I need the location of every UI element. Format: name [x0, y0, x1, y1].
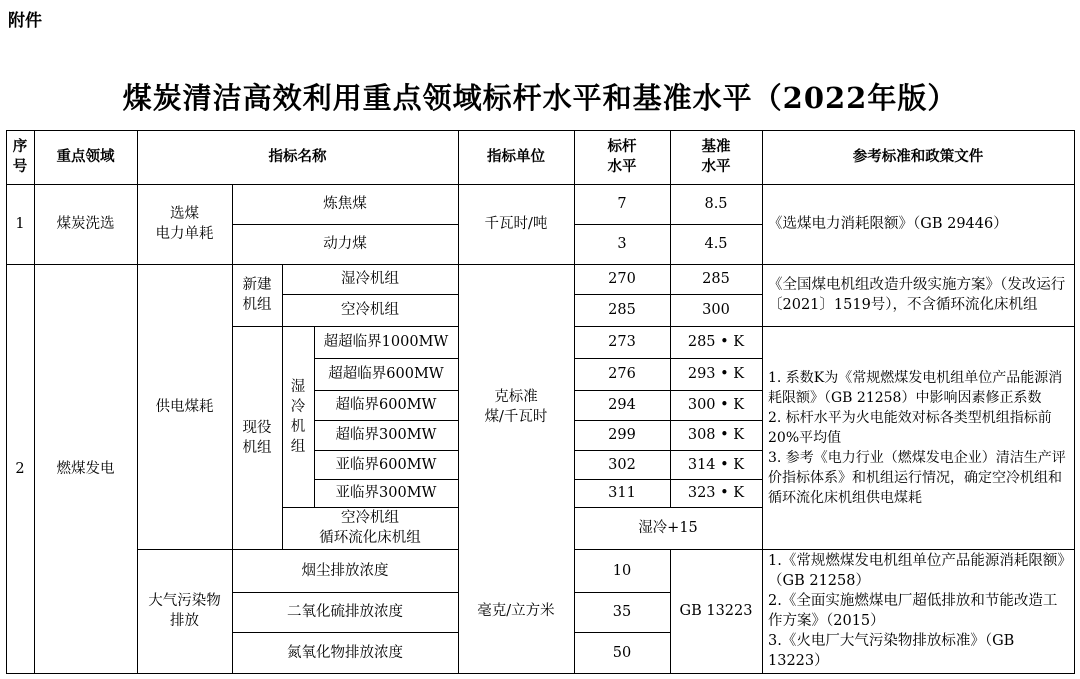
table-row-name: 湿冷机组 — [341, 271, 399, 287]
grid-hline — [232, 592, 459, 593]
grid-hline — [282, 294, 459, 295]
section2-seq: 2 — [15, 460, 25, 477]
table-row-benchmark: 311 — [608, 485, 636, 501]
table-row-baseline: 4.5 — [704, 236, 728, 252]
header-baseline: 基准 水平 — [701, 138, 731, 175]
section1-unit: 千瓦时/吨 — [484, 216, 548, 232]
supply-reference-existing: 1. 系数K为《常规燃煤发电机组单位产品能源消耗限额》（GB 21258）中影响因素修正系数 2. 标杆水平为火电能效对标各类型机组指标前20%平均值 3. 参考《电力行业（燃煤发电企业）清洁生产评价指标体系》和机组运行情况，确定空冷机组和循环流化床机组供电煤耗 — [768, 369, 1066, 506]
grid-hline — [574, 450, 763, 451]
table-row-benchmark: 285 — [608, 302, 636, 318]
header-domain: 重点领域 — [56, 148, 115, 165]
section1-seq: 1 — [15, 216, 25, 232]
emissions-reference: 1.《常规燃煤发电机组单位产品能源消耗限额》（GB 21258） 2.《全面实施燃煤电厂超低排放和节能改造工作方案》（2015） 3.《火电厂大气污染物排放标准》（GB 13223） — [768, 553, 1065, 669]
grid-hline — [574, 592, 671, 593]
header-reference: 参考标准和政策文件 — [852, 148, 984, 165]
table-row-benchmark: 35 — [612, 604, 632, 620]
grid-hline — [232, 326, 459, 327]
table-row-benchmark: 270 — [608, 271, 636, 287]
table-row-name: 亚临界300MW — [335, 485, 437, 501]
grid-hline — [314, 390, 459, 391]
table-row-baseline: 285 • K — [687, 334, 745, 350]
section1-group: 选煤 电力单耗 — [155, 206, 214, 242]
grid-hline — [314, 420, 459, 421]
table-row-baseline: 308 • K — [687, 427, 745, 443]
header-seq: 序 号 — [12, 138, 28, 175]
table-row-benchmark: 276 — [608, 366, 636, 382]
section2-domain: 燃煤发电 — [56, 460, 115, 477]
table-row-benchmark: 10 — [612, 562, 632, 579]
table-row-baseline: 300 • K — [687, 397, 745, 413]
table-row-name: 氮氧化物排放浓度 — [287, 644, 403, 661]
table-row-benchmark: 3 — [617, 236, 627, 252]
grid-hline — [232, 224, 459, 225]
table-row-benchmark: 273 — [608, 334, 636, 350]
table-row-name: 亚临界600MW — [335, 456, 437, 473]
new-units-label: 新建 机组 — [242, 277, 272, 313]
grid-hline — [6, 130, 1075, 131]
grid-vline — [670, 549, 671, 674]
header-benchmark: 标杆 水平 — [607, 138, 637, 175]
grid-hline — [574, 420, 763, 421]
grid-hline — [314, 358, 459, 359]
grid-vline — [34, 130, 35, 674]
table-row-benchmark: 302 — [608, 456, 636, 473]
grid-vline — [137, 130, 138, 674]
attachment-label: 附件 — [8, 11, 42, 31]
grid-hline — [137, 549, 459, 550]
emissions-group: 大气污染物 排放 — [148, 593, 221, 629]
page-title: 煤炭清洁高效利用重点领域标杆水平和基准水平（2022年版） — [122, 81, 958, 115]
grid-hline — [574, 390, 763, 391]
supply-unit: 克标准 煤/千瓦时 — [484, 388, 548, 425]
section1-domain: 煤炭洗选 — [56, 216, 115, 232]
table-row-name: 二氧化硫排放浓度 — [287, 604, 403, 620]
header-indicator: 指标名称 — [268, 148, 327, 165]
table-row-name: 动力煤 — [323, 236, 367, 252]
grid-hline — [314, 479, 459, 480]
supply-reference-new: 《全国煤电机组改造升级实施方案》（发改运行〔2021〕1519号），不含循环流化床机组 — [768, 277, 1066, 313]
grid-hline — [282, 507, 459, 508]
grid-vline — [314, 326, 315, 508]
table-row-benchmark: 50 — [612, 644, 632, 661]
grid-hline — [6, 673, 1075, 674]
table-row-benchmark: 7 — [617, 196, 627, 212]
grid-hline — [314, 450, 459, 451]
header-unit: 指标单位 — [487, 148, 545, 165]
emissions-unit: 毫克/立方米 — [477, 603, 555, 619]
table-row-benchmark: 294 — [608, 397, 636, 413]
table-row-baseline: 8.5 — [704, 196, 728, 212]
table-row-name: 超临界600MW — [335, 397, 437, 413]
table-row-baseline: 285 — [702, 271, 730, 287]
section1-reference: 《选煤电力消耗限额》（GB 29446） — [768, 216, 1008, 232]
table-row-baseline: 293 • K — [687, 366, 745, 382]
wet-cold-label: 湿 冷 机 组 — [290, 378, 306, 455]
grid-hline — [574, 549, 1075, 550]
table-row-baseline: 323 • K — [687, 485, 745, 501]
table-row-benchmark: 299 — [608, 427, 636, 443]
grid-vline — [670, 130, 671, 508]
grid-hline — [574, 326, 1075, 327]
table-row-name: 超超临界1000MW — [323, 334, 449, 350]
grid-vline — [6, 130, 7, 674]
table-row-baseline: 314 • K — [687, 456, 745, 473]
grid-vline — [762, 130, 763, 674]
aircool-cfb-label: 空冷机组 循环流化床机组 — [319, 510, 421, 546]
table-row-name: 空冷机组 — [341, 302, 399, 318]
grid-hline — [574, 294, 763, 295]
grid-hline — [574, 224, 763, 225]
grid-hline — [574, 358, 763, 359]
table-row-name: 超超临界600MW — [328, 366, 444, 382]
grid-hline — [574, 479, 763, 480]
grid-hline — [574, 632, 671, 633]
grid-hline — [232, 632, 459, 633]
supply-group: 供电煤耗 — [155, 398, 214, 415]
grid-hline — [574, 507, 763, 508]
table-row-name: 烟尘排放浓度 — [301, 562, 389, 579]
table-row-baseline: 300 — [702, 302, 730, 318]
aircool-cfb-value: 湿冷+15 — [638, 520, 698, 536]
table-row-name: 超临界300MW — [335, 427, 437, 443]
grid-vline — [1074, 130, 1075, 674]
grid-hline — [6, 184, 1075, 185]
existing-units-label: 现役 机组 — [242, 419, 272, 456]
table-row-name: 炼焦煤 — [323, 196, 367, 212]
emissions-baseline: GB 13223 — [679, 603, 753, 619]
grid-hline — [6, 264, 1075, 265]
